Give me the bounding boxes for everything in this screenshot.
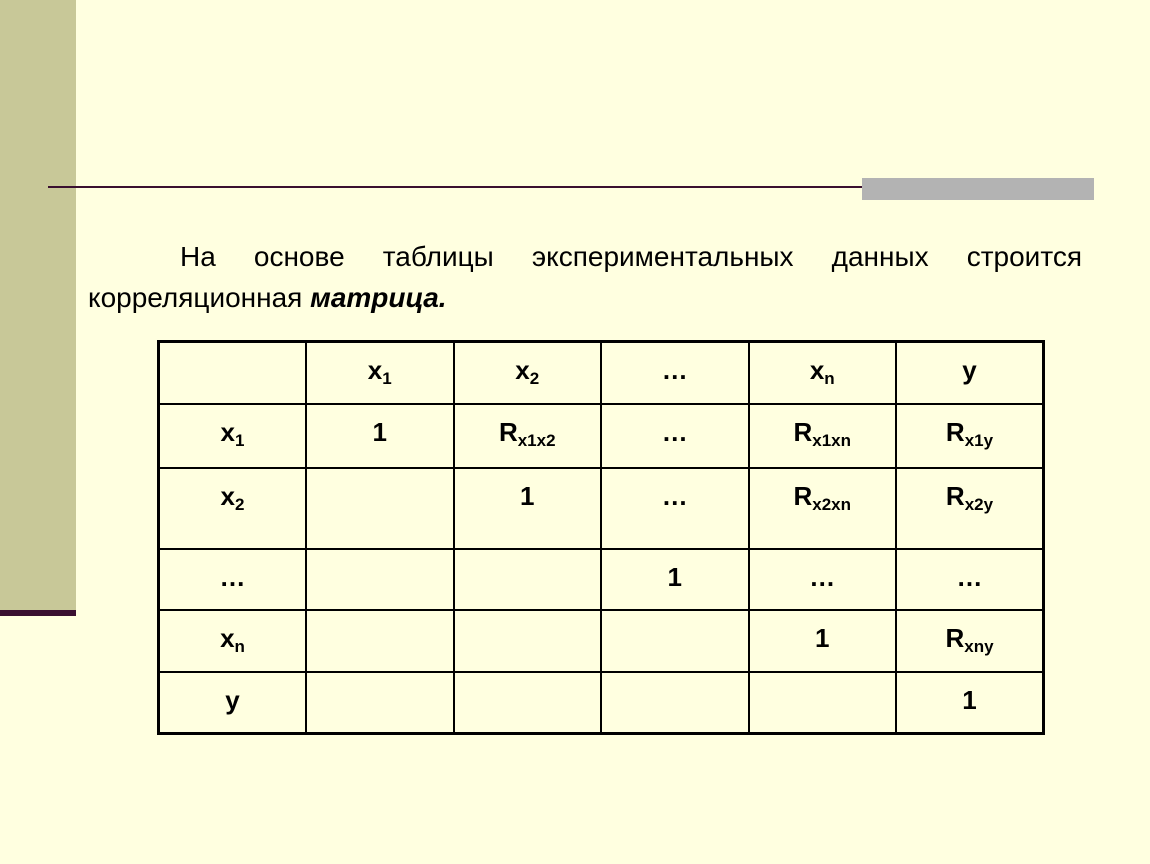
- table-cell: $R_{xny}$: [896, 610, 1044, 672]
- table-cell: $R_{x2y}$: [896, 468, 1044, 549]
- table-cell: $x_1$: [306, 342, 454, 404]
- table-cell: $R_{x1xn}$: [749, 404, 897, 468]
- table-cell: …: [159, 549, 307, 610]
- table-cell: [306, 610, 454, 672]
- table-row: [159, 672, 1044, 734]
- table-cell: [306, 549, 454, 610]
- intro-line-1: На основе таблицы экспериментальных данных строится: [180, 241, 1082, 272]
- table-cell: 1: [601, 549, 749, 610]
- table-cell: $x_n$: [749, 342, 897, 404]
- table-cell: 1: [749, 610, 897, 672]
- table-cell: y: [159, 672, 307, 734]
- table-cell: …: [601, 404, 749, 468]
- table-cell: …: [601, 342, 749, 404]
- table-cell: …: [896, 549, 1044, 610]
- header-divider-block: [862, 178, 1094, 200]
- table-cell: y: [896, 342, 1044, 404]
- intro-line-2: корреляционная: [88, 282, 311, 313]
- table-cell: $R_{x1y}$: [896, 404, 1044, 468]
- table-cell: $x_1$: [159, 404, 307, 468]
- table-cell: [306, 468, 454, 549]
- table-cell: [454, 610, 602, 672]
- side-decoration-edge: [0, 610, 76, 616]
- intro-emphasis: матрица.: [310, 282, 447, 313]
- table-cell: $x_2$: [454, 342, 602, 404]
- correlation-matrix-table: [157, 340, 1045, 735]
- table-cell: $x_n$: [159, 610, 307, 672]
- table-row: [159, 610, 1044, 672]
- table-cell: 1: [454, 468, 602, 549]
- table-cell: [454, 549, 602, 610]
- table-cell: [159, 342, 307, 404]
- table-row: [159, 549, 1044, 610]
- table-cell: [306, 672, 454, 734]
- table-cell: [601, 672, 749, 734]
- side-decoration-bar: [0, 0, 76, 612]
- intro-paragraph: [88, 236, 1082, 318]
- table-row: [159, 468, 1044, 549]
- table-cell: [601, 610, 749, 672]
- table-cell: 1: [896, 672, 1044, 734]
- table-cell: [454, 672, 602, 734]
- table-cell: [749, 672, 897, 734]
- table-cell: …: [749, 549, 897, 610]
- table-cell: $x_2$: [159, 468, 307, 549]
- table-cell: $R_{x2xn}$: [749, 468, 897, 549]
- table-header-row: [159, 342, 1044, 404]
- table-cell: $R_{x1x2}$: [454, 404, 602, 468]
- table-cell: …: [601, 468, 749, 549]
- table-cell: 1: [306, 404, 454, 468]
- table-row: [159, 404, 1044, 468]
